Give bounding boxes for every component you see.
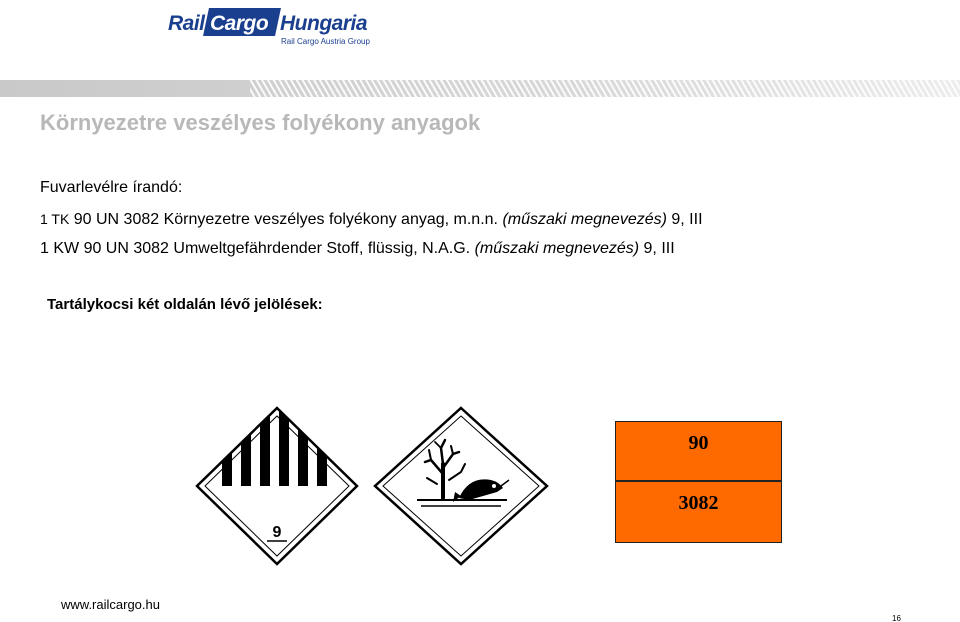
consignment-line-hu (40, 211, 703, 229)
line1-prefix: 1 TK (40, 211, 70, 227)
line2-italic: (műszaki megnevezés) (474, 240, 640, 257)
hazard-class-9-icon (195, 406, 359, 571)
line2-suffix: 9, III (639, 240, 675, 257)
class-number: 9 (272, 524, 282, 541)
line2-text: 1 KW 90 UN 3082 Umweltgefährdender Stoff, flüssig, N.A.G. (40, 240, 475, 257)
logo-rail-text: Rail (168, 12, 205, 35)
line1-suffix: 9, III (666, 211, 703, 228)
environmental-hazard-icon (373, 406, 549, 571)
rail-cargo-hungaria-logo (168, 6, 398, 46)
un-number: 3082 (678, 492, 719, 514)
subtitle: Fuvarlevélre írandó: (40, 179, 183, 196)
footer-website-link[interactable]: www.railcargo.hu (61, 597, 160, 612)
consignment-line-de (40, 240, 675, 258)
line1-italic: (műszaki megnevezés) (502, 211, 667, 228)
logo-hungaria-text: Hungaria (280, 12, 368, 35)
markings-heading: Tartálykocsi két oldalán lévő jelölések: (47, 296, 323, 313)
plate-divider (616, 480, 781, 482)
orange-hazard-plate (615, 421, 782, 543)
page-number: 16 (892, 614, 901, 622)
line1-text: 90 UN 3082 Környezetre veszélyes folyékony anyag, m.n.n. (69, 211, 503, 228)
hazard-identification-number: 90 (688, 432, 709, 454)
logo-cargo-text: Cargo (210, 12, 269, 35)
logo-group-text: Rail Cargo Austria Group (281, 37, 370, 46)
page-title: Környezetre veszélyes folyékony anyagok (40, 110, 481, 135)
header-stripe (0, 80, 960, 97)
header-stripe-hatch (250, 80, 960, 97)
